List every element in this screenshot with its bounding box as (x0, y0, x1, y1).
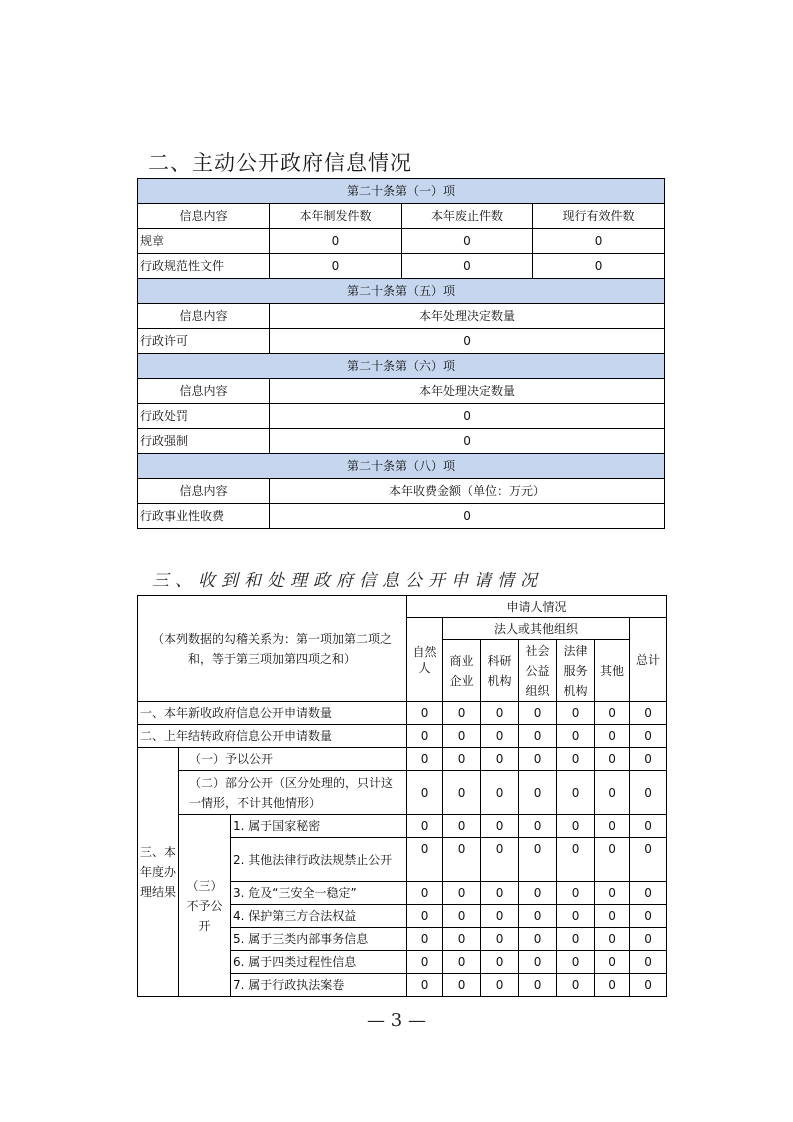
applicant-header: 申请人情况 (407, 596, 667, 618)
col-law-service: 法律服务机构 (557, 640, 595, 702)
section-2-title: 二、主动公开政府信息情况 (148, 151, 412, 175)
article-5-header: 第二十条第（五）项 (138, 279, 665, 304)
col-fee: 本年收费金额（单位：万元） (270, 479, 665, 504)
relationship-note: （本列数据的勾稽关系为：第一项加第二项之和，等于第三项加第四项之和） (138, 596, 407, 702)
section-3-title: 三、收到和处理政府信息公开申请情况 (152, 571, 543, 591)
application-handling-table (137, 595, 667, 997)
article-1-header: 第二十条第（一）项 (138, 179, 665, 204)
col-made: 本年制发件数 (270, 204, 402, 229)
table-row: 2. 其他法律行政法规禁止公开 0 0 0 0 0 0 0 (138, 838, 667, 882)
table-row: 3. 危及“三安全一稳定” 0 0 0 0 0 0 0 (138, 882, 667, 905)
col-info: 信息内容 (138, 479, 270, 504)
col-natural-person: 自然人 (407, 618, 443, 702)
table-row: 三、本年度办理结果 （一）予以公开 0 0 0 0 0 0 0 (138, 748, 667, 771)
col-decisions: 本年处理决定数量 (270, 379, 665, 404)
legal-entity-header: 法人或其他组织 (443, 618, 630, 640)
article-8-header: 第二十条第（八）项 (138, 454, 665, 479)
article-6-header: 第二十条第（六）项 (138, 354, 665, 379)
table-row: 6. 属于四类过程性信息 0 0 0 0 0 0 0 (138, 951, 667, 974)
proactive-disclosure-table (137, 178, 665, 529)
refuse-group-label: （三）不予公开 (179, 815, 231, 997)
table-row: 4. 保护第三方合法权益 0 0 0 0 0 0 0 (138, 905, 667, 928)
result-group-label: 三、本年度办理结果 (138, 748, 179, 997)
col-commercial: 商业企业 (443, 640, 481, 702)
col-research: 科研机构 (481, 640, 519, 702)
col-info: 信息内容 (138, 379, 270, 404)
table-row: 行政强制 0 (138, 429, 665, 454)
col-social: 社会公益组织 (519, 640, 557, 702)
table-row: （三）不予公开 1. 属于国家秘密 0 0 0 0 0 0 0 (138, 815, 667, 838)
col-info: 信息内容 (138, 304, 270, 329)
table-row: 行政规范性文件 0 0 0 (138, 254, 665, 279)
col-info: 信息内容 (138, 204, 270, 229)
table-row: （二）部分公开（区分处理的，只计这一情形，不计其他情形） 0 0 0 0 0 0 0 (138, 771, 667, 815)
table-row: 二、上年结转政府信息公开申请数量 0 0 0 0 0 0 0 (138, 725, 667, 748)
col-decisions: 本年处理决定数量 (270, 304, 665, 329)
col-valid: 现行有效件数 (533, 204, 665, 229)
page-number: — 3 — (367, 1010, 426, 1031)
table-row: 行政事业性收费 0 (138, 504, 665, 529)
table-row: 一、本年新收政府信息公开申请数量 0 0 0 0 0 0 0 (138, 702, 667, 725)
table-row: 5. 属于三类内部事务信息 0 0 0 0 0 0 0 (138, 928, 667, 951)
col-abolished: 本年废止件数 (402, 204, 533, 229)
col-other: 其他 (595, 640, 630, 702)
table-row: 行政处罚 0 (138, 404, 665, 429)
table-row: 规章 0 0 0 (138, 229, 665, 254)
table-row: 行政许可 0 (138, 329, 665, 354)
col-total: 总计 (630, 618, 667, 702)
table-row: 7. 属于行政执法案卷 0 0 0 0 0 0 0 (138, 974, 667, 997)
